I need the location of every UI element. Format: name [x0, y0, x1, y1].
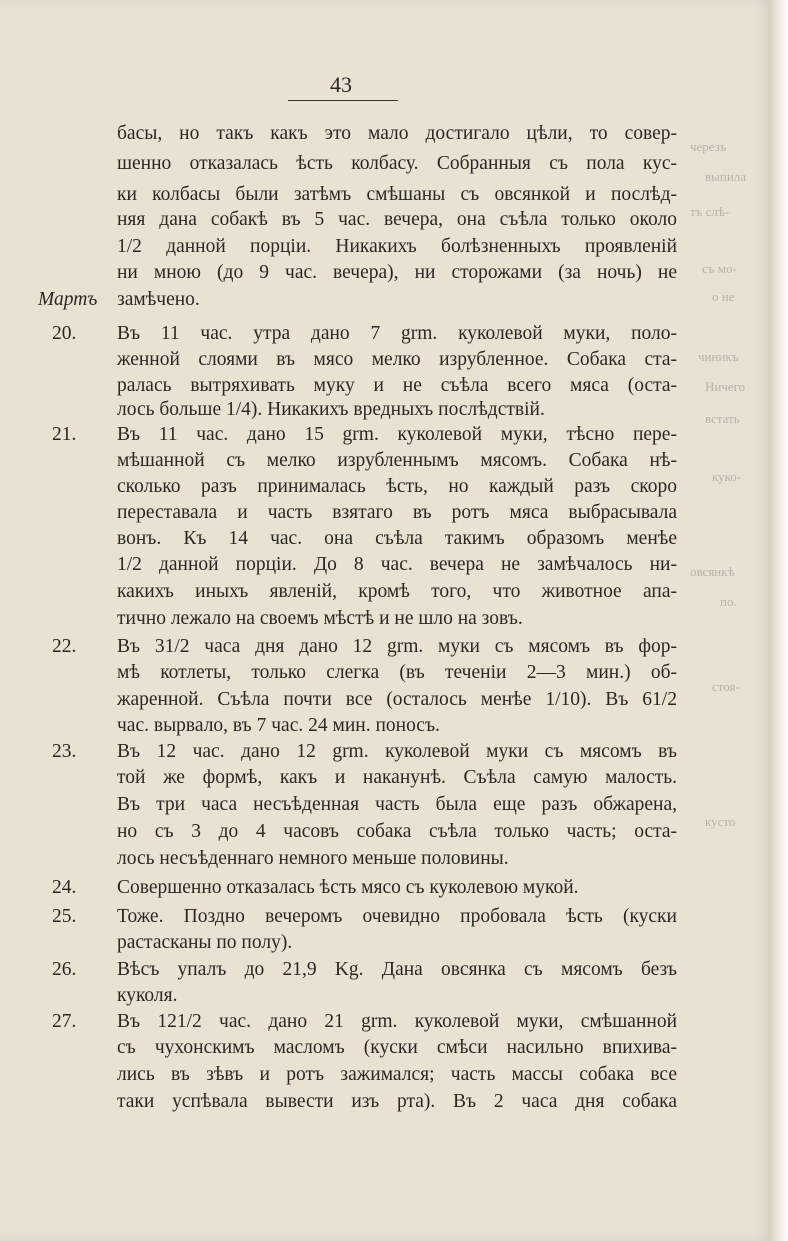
bleed-through-text: черезъ [690, 139, 727, 154]
text-line: ки колбасы были затѣмъ смѣшаны съ овсянкой и послѣд- [117, 184, 678, 205]
text-line: Совершенно отказалась ѣсть мясо съ куколевою мукой. [117, 877, 579, 898]
page-edge [770, 0, 788, 1241]
entry-number: 22. [52, 636, 77, 657]
text-line: замѣчено. [117, 289, 200, 310]
text-line: но съ 3 до 4 часовъ собака съѣла только часть; оста- [117, 821, 678, 842]
entry-number: 24. [52, 877, 77, 898]
entry-number: 25. [52, 906, 77, 927]
bleed-through-text: чиникъ [698, 349, 739, 364]
text-line: Въ три часа несъѣденная часть была еще разъ обжарена, [117, 794, 678, 815]
text-line: лось больше 1/4). Никакихъ вредныхъ послѣдствій. [117, 399, 545, 420]
margin-month-label: Мартъ [38, 289, 98, 310]
text-line: шенно отказалась ѣсть колбасу. Собранныя съ пола кус- [117, 153, 677, 174]
text-line: мѣшанной съ мелко изрубленнымъ мясомъ. Собака нѣ- [117, 450, 678, 471]
text-line: ралась вытряхивать муку и не съѣла всего мяса (оста- [117, 375, 678, 396]
bleed-through-text: по. [720, 594, 737, 609]
bleed-through-text: овсянкѣ [690, 564, 735, 579]
entry-number: 23. [52, 741, 77, 762]
text-line: Въ 31/2 часа дня дано 12 grm. муки съ мясомъ въ фор- [117, 636, 677, 657]
bleed-through-text: встать [705, 411, 740, 426]
text-line: растасканы по полу). [117, 932, 293, 953]
text-line: вонъ. Къ 14 час. она съѣла такимъ образомъ менѣе [117, 528, 677, 549]
text-line: куколя. [117, 985, 178, 1006]
text-line: басы, но такъ какъ это мало достигало цѣли, то совер- [117, 123, 677, 144]
text-line: съ чухонскимъ масломъ (куски смѣси насильно впихива- [117, 1037, 678, 1058]
text-line: мѣ котлеты, только слегка (въ теченіи 2—3 мин.) об- [117, 662, 677, 683]
bleed-through-text: куко- [712, 469, 742, 484]
text-line: таки успѣвала вывести изъ рта). Въ 2 часа дня собака [117, 1091, 678, 1112]
text-line: Вѣсъ упалъ до 21,9 Kg. Дана овсянка съ мясомъ безъ [117, 959, 677, 980]
text-line: Въ 11 час. дано 15 grm. куколевой муки, тѣсно пере- [117, 424, 677, 445]
text-line: ни мною (до 9 час. вечера), ни сторожами (за ночь) не [117, 262, 677, 283]
page-number: 43 [330, 72, 352, 97]
text-line: Въ 11 час. утра дано 7 grm. куколевой муки, поло- [117, 323, 677, 344]
text-line: лось несъѣденнаго немного меньше половины. [117, 848, 509, 869]
bleed-through-text: съ мо- [702, 261, 737, 276]
bleed-through-text: стоя- [712, 679, 740, 694]
text-line: Въ 121/2 час. дано 21 grm. куколевой муки, смѣшанной [117, 1011, 678, 1032]
entry-number: 27. [52, 1011, 77, 1032]
bleed-through-text: Ничего [705, 379, 746, 394]
text-line: 1/2 данной порціи. До 8 час. вечера не замѣчалось ни- [117, 554, 677, 575]
entry-number: 21. [52, 424, 77, 445]
text-line: сколько разъ принималась ѣсть, но каждый разъ скоро [117, 476, 678, 497]
text-line: жаренной. Съѣла почти все (осталось менѣе 1/10). Въ 61/2 [117, 689, 677, 710]
entry-number: 26. [52, 959, 77, 980]
text-line: какихъ иныхъ явленій, кромѣ того, что животное апа- [117, 581, 677, 602]
bleed-through-text: кусто [705, 814, 736, 829]
text-line: няя дана собакѣ въ 5 час. вечера, она съѣла только около [117, 209, 677, 230]
text-line: женной слоями въ мясо мелко изрубленное. Собака ста- [117, 349, 678, 370]
text-line: лись въ зѣвъ и ротъ зажимался; часть массы собака все [117, 1064, 677, 1085]
bleed-through-text: выпила [705, 169, 747, 184]
text-line: Тоже. Поздно вечеромъ очевидно пробовала ѣсть (куски [117, 906, 677, 927]
text-line: переставала и часть взятаго въ ротъ мяса выбрасывала [117, 502, 677, 523]
page-number-rule [288, 100, 398, 101]
entry-number: 20. [52, 323, 77, 344]
bleed-through-text: о не [712, 289, 735, 304]
text-line: час. вырвало, въ 7 час. 24 мин. поносъ. [117, 715, 440, 736]
text-line: 1/2 данной порціи. Никакихъ болѣзненныхъ проявленій [117, 236, 678, 257]
text-line: Въ 12 час. дано 12 grm. куколевой муки съ мясомъ въ [117, 741, 677, 762]
text-line: той же формѣ, какъ и наканунѣ. Съѣла самую малость. [117, 767, 678, 788]
bleed-through-text: тъ слѣ- [690, 204, 730, 219]
text-line: тично лежало на своемъ мѣстѣ и не шло на зовъ. [117, 608, 523, 629]
